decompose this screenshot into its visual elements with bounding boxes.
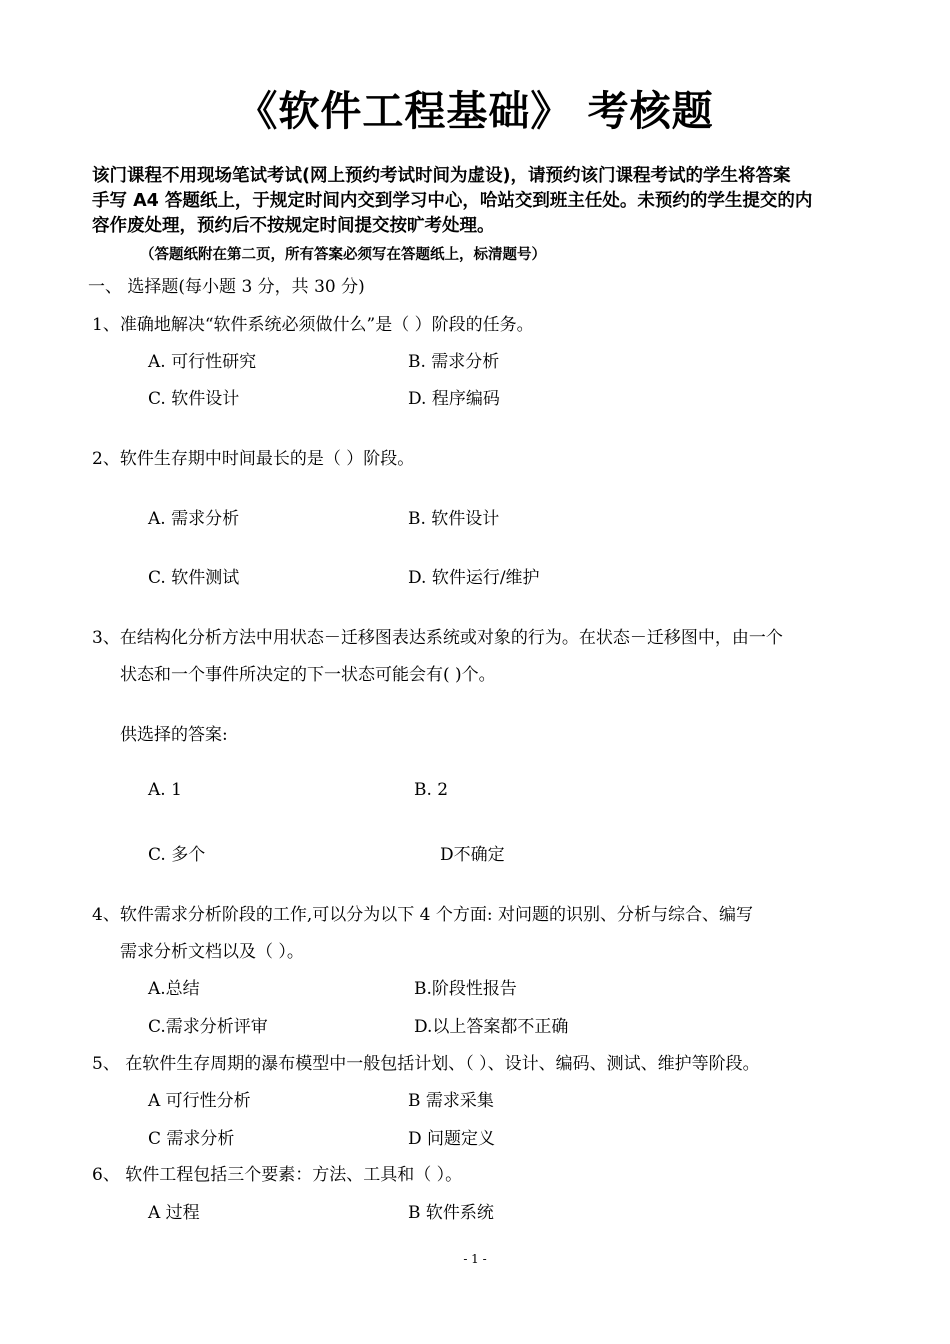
question-6-option-b: B 软件系统 [408, 1203, 494, 1223]
question-2-text: 2、软件生存期中时间最长的是（ ）阶段。 [92, 449, 415, 469]
question-3-text-line-1: 3、在结构化分析方法中用状态－迁移图表达系统或对象的行为。在状态－迁移图中，由一个 [92, 628, 783, 648]
question-3-option-d: D不确定 [440, 845, 505, 865]
question-3-option-a: A. 1 [148, 780, 182, 800]
page-number: - 1 - [463, 1252, 487, 1266]
question-1-option-a: A. 可行性研究 [148, 352, 257, 372]
question-1-text: 1、准确地解决“软件系统必须做什么”是（ ）阶段的任务。 [92, 315, 534, 335]
section-heading: 一、 选择题(每小题 3 分，共 30 分) [88, 277, 365, 297]
question-2-option-c: C. 软件测试 [148, 568, 240, 588]
intro-line-1: 该门课程不用现场笔试考试(网上预约考试时间为虚设)，请预约该门课程考试的学生将答案 [92, 166, 791, 186]
question-5-option-b: B 需求采集 [408, 1091, 494, 1111]
question-5-option-d: D 问题定义 [408, 1129, 496, 1149]
question-4-option-a: A.总结 [148, 979, 200, 999]
question-3-text-line-2: 状态和一个事件所决定的下一状态可能会有( )个。 [120, 665, 496, 685]
question-4-option-c: C.需求分析评审 [148, 1017, 268, 1037]
question-3-option-c: C. 多个 [148, 845, 206, 865]
question-6-text: 6、 软件工程包括三个要素：方法、工具和（ ）。 [92, 1165, 463, 1185]
question-2-option-a: A. 需求分析 [148, 509, 240, 529]
question-4-option-b: B.阶段性报告 [414, 979, 517, 999]
question-3-prompt: 供选择的答案: [120, 725, 228, 745]
question-4-text-line-1: 4、软件需求分析阶段的工作,可以分为以下 4 个方面: 对问题的识别、分析与综合、编写 [92, 905, 753, 925]
question-4-text-line-2: 需求分析文档以及（ ）。 [120, 942, 304, 962]
question-1-option-c: C. 软件设计 [148, 389, 240, 409]
intro-note: （答题纸附在第二页，所有答案必须写在答题纸上，标清题号） [140, 247, 546, 263]
question-2-option-d: D. 软件运行/维护 [408, 568, 540, 588]
page-title: 《软件工程基础》 考核题 [236, 87, 714, 135]
question-2-option-b: B. 软件设计 [408, 509, 500, 529]
question-1-option-d: D. 程序编码 [408, 389, 500, 409]
question-6-option-a: A 过程 [148, 1203, 200, 1223]
question-4-option-d: D.以上答案都不正确 [414, 1017, 569, 1037]
question-3-option-b: B. 2 [414, 780, 449, 800]
intro-line-3: 容作废处理，预约后不按规定时间提交按旷考处理。 [92, 216, 495, 236]
question-5-option-c: C 需求分析 [148, 1129, 235, 1149]
question-5-text: 5、 在软件生存周期的瀑布模型中一般包括计划、（ ）、设计、编码、测试、维护等阶段。 [92, 1054, 760, 1074]
question-5-option-a: A 可行性分析 [148, 1091, 251, 1111]
intro-line-2: 手写 A4 答题纸上，于规定时间内交到学习中心，哈站交到班主任处。未预约的学生提交的内 [92, 191, 813, 211]
question-1-option-b: B. 需求分析 [408, 352, 500, 372]
